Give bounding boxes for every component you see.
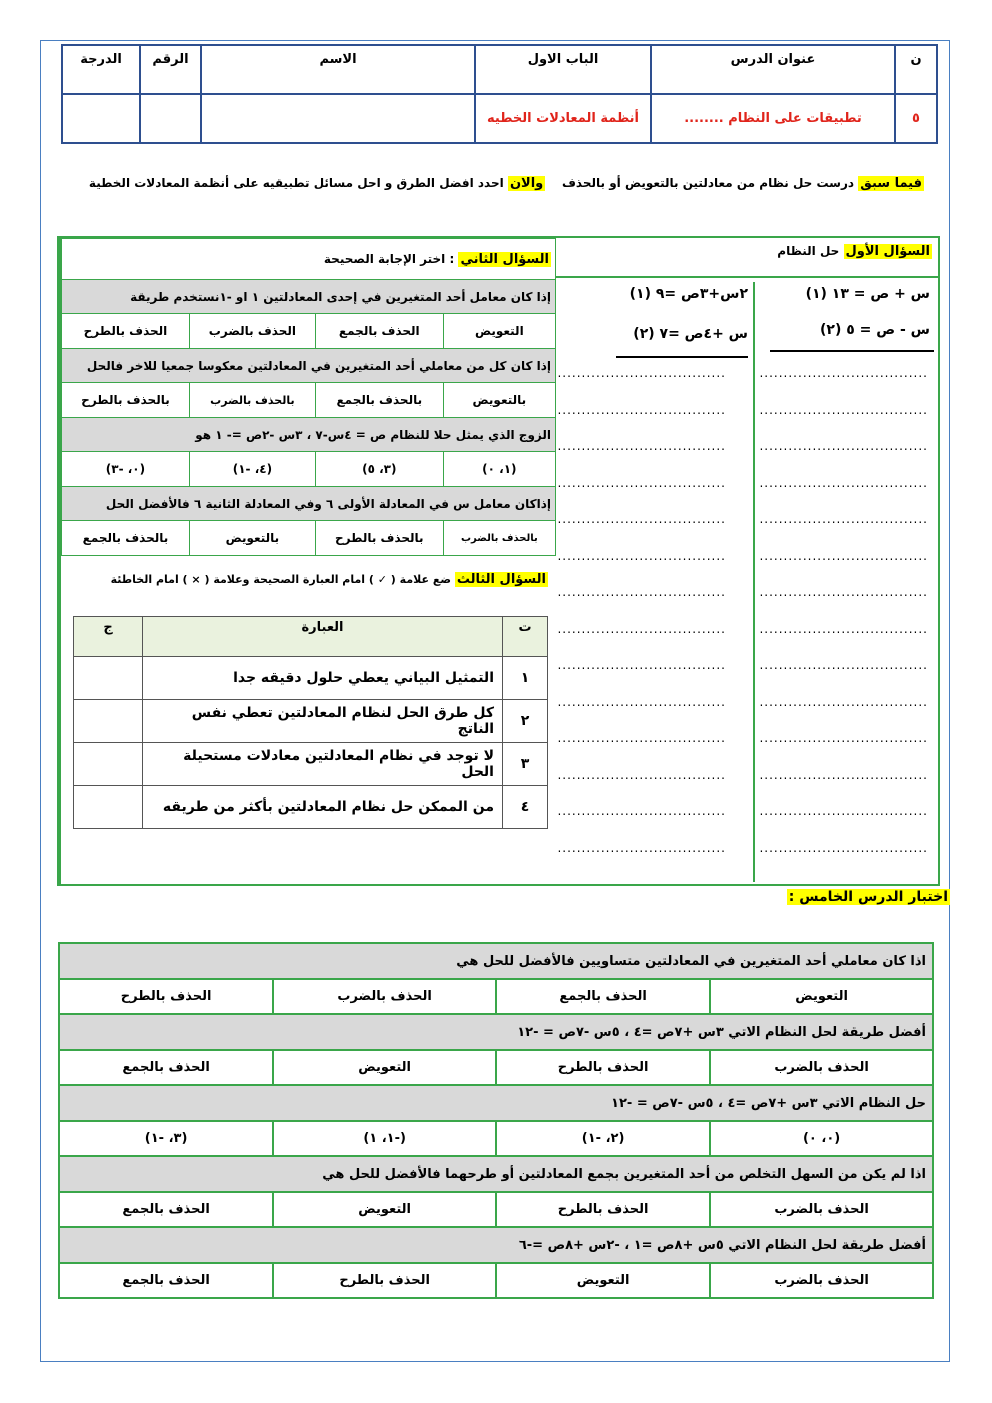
q1-heading <box>777 244 932 259</box>
questions-2-3-panel <box>59 238 556 884</box>
answer-line[interactable]: ................................... <box>759 621 928 636</box>
answer-line[interactable]: ................................... <box>759 366 928 380</box>
header-name: الاسم <box>201 45 475 94</box>
q2-item-3-option-c[interactable]: (٤، -١) <box>189 452 315 487</box>
q2-item-2-option-b[interactable]: بالحذف بالجمع <box>315 383 443 418</box>
q2-item-2: إذا كان كل من معاملي أحد المتغيرين في المعادلتين معكوسا جمعيا للاخر فالحل <box>62 349 556 383</box>
q2-item-4-option-c[interactable]: بالتعويض <box>189 521 315 556</box>
intro-text-now: احدد افضل الطرق و احل مسائل تطبيقيه على أنظمة المعادلات الخطية <box>88 176 504 190</box>
answer-line[interactable]: ................................... <box>557 585 726 599</box>
answer-line[interactable]: ................................... <box>557 512 726 526</box>
answer-line[interactable]: ................................... <box>557 548 726 563</box>
answer-line[interactable]: ................................... <box>759 840 928 855</box>
q3-col-t: ت <box>503 617 548 657</box>
q2-item-4-option-d[interactable]: بالحذف بالجمع <box>62 521 190 556</box>
answer-line[interactable]: ................................... <box>557 402 726 417</box>
intro-label-now: والان <box>509 176 544 191</box>
quiz-item-3-option-c[interactable]: (-١، ١) <box>273 1121 496 1156</box>
quiz-item-2-option-d[interactable]: الحذف بالجمع <box>59 1050 273 1085</box>
q2-item-4-option-a[interactable]: بالحذف بالضرب <box>443 521 555 556</box>
answer-line[interactable]: ................................... <box>759 439 928 453</box>
q2-item-1-option-c[interactable]: الحذف بالضرب <box>189 314 315 349</box>
quiz-item-4-option-b[interactable]: الحذف بالطرح <box>496 1192 710 1227</box>
grade-field[interactable] <box>62 94 140 143</box>
number-field[interactable] <box>140 94 201 143</box>
header-lesson: عنوان الدرس <box>651 45 895 94</box>
answer-line[interactable]: ................................... <box>759 512 928 526</box>
q3-row-2-number: ٢ <box>503 700 548 743</box>
answer-line[interactable]: ................................... <box>759 767 928 782</box>
quiz-item-1-option-d[interactable]: الحذف بالطرح <box>59 979 273 1014</box>
q3-col-statement: العبارة <box>143 617 503 657</box>
answer-line[interactable]: ................................... <box>557 475 726 490</box>
q3-row-3-statement: لا توجد في نظام المعادلتين معادلات مستحيلة الحل <box>143 743 503 786</box>
quiz-item-1-option-b[interactable]: الحذف بالجمع <box>496 979 710 1014</box>
q3-row-1-answer[interactable] <box>74 657 143 700</box>
system2-eq2: س +٤ص =٧ (٢) <box>633 326 748 342</box>
answer-line[interactable]: ................................... <box>557 439 726 453</box>
quiz-item-2-option-a[interactable]: الحذف بالضرب <box>710 1050 933 1085</box>
answer-line[interactable]: ................................... <box>557 658 726 672</box>
answer-line[interactable]: ................................... <box>759 804 928 818</box>
q3-row-2-statement: كل طرق الحل لنظام المعادلتين تعطي نفس الناتج <box>143 700 503 743</box>
answer-line[interactable]: ................................... <box>759 585 928 599</box>
quiz-item-5: أفضل طريقة لحل النظام الاتي ٥س +٨ص =١ ، -٢س +٨ص =-٦ <box>59 1227 933 1263</box>
q2-item-1: إذا كان معامل أحد المتغيرين في إحدى المعادلتين ١ او -١نستخدم طريقة <box>62 280 556 314</box>
system2-underline <box>616 356 748 358</box>
question-3-table <box>73 616 548 829</box>
quiz-item-1-option-a[interactable]: التعويض <box>710 979 933 1014</box>
q2-item-3: الزوج الذي يمثل حلا للنظام ص = ٤س-٧ ، ٣س -٢ص =- ١ هو <box>62 418 556 452</box>
q2-item-3-option-a[interactable]: (١، ٠) <box>443 452 555 487</box>
q3-row-4-number: ٤ <box>503 786 548 829</box>
quiz-item-4-option-a[interactable]: الحذف بالضرب <box>710 1192 933 1227</box>
q3-row-4-answer[interactable] <box>74 786 143 829</box>
q2-item-3-option-b[interactable]: (٣، ٥) <box>315 452 443 487</box>
header-grade: الدرجة <box>62 45 140 94</box>
answer-line[interactable]: ................................... <box>759 548 928 563</box>
q2-heading <box>62 239 556 280</box>
main-section <box>57 236 940 886</box>
quiz-title: اختبار الدرس الخامس : <box>788 889 948 905</box>
question-2-table <box>61 238 556 556</box>
lesson-number: ٥ <box>895 94 937 143</box>
q1-divider <box>753 282 755 882</box>
system1-eq2: س - ص = ٥ (٢) <box>820 322 930 338</box>
intro-line <box>89 176 924 191</box>
system1-underline <box>770 350 934 352</box>
answer-line[interactable]: ................................... <box>759 475 928 490</box>
answer-line[interactable]: ................................... <box>557 621 726 636</box>
quiz-item-4: اذا لم يكن من السهل التخلص من أحد المتغيرين بجمع المعادلتين أو طرحهما فالأفضل للحل هي <box>59 1156 933 1192</box>
quiz-item-3-option-b[interactable]: (٢، -١) <box>496 1121 710 1156</box>
header-n: ن <box>895 45 937 94</box>
answer-line[interactable]: ................................... <box>759 694 928 709</box>
header-chapter: الباب الاول <box>475 45 651 94</box>
header-table <box>61 44 938 144</box>
q2-item-2-option-d[interactable]: بالحذف بالطرح <box>62 383 190 418</box>
q3-heading <box>111 572 548 587</box>
quiz-item-2-option-b[interactable]: الحذف بالطرح <box>496 1050 710 1085</box>
system2-eq1: ٢س+٣ص =٩ (١) <box>629 286 748 302</box>
q2-item-2-option-c[interactable]: بالحذف بالضرب <box>189 383 315 418</box>
answer-line[interactable]: ................................... <box>759 731 928 745</box>
intro-text-before: درست حل نظام من معادلتين بالتعويض أو بالحذف <box>561 176 855 190</box>
q3-row-3-answer[interactable] <box>74 743 143 786</box>
answer-line[interactable]: ................................... <box>557 804 726 818</box>
q2-item-2-option-a[interactable]: بالتعويض <box>443 383 555 418</box>
q1-label: السؤال الأول <box>845 244 930 259</box>
q3-row-1-number: ١ <box>503 657 548 700</box>
quiz-item-5-option-a[interactable]: الحذف بالضرب <box>710 1263 933 1298</box>
answer-line[interactable]: ................................... <box>557 731 726 745</box>
quiz-item-5-option-b[interactable]: التعويض <box>496 1263 710 1298</box>
q2-text: : اختر الإجابة الصحيحة <box>323 251 455 266</box>
q3-col-answer: ج <box>74 617 143 657</box>
q2-item-1-option-a[interactable]: التعويض <box>443 314 555 349</box>
answer-line[interactable]: ................................... <box>557 840 726 855</box>
answer-line[interactable]: ................................... <box>557 366 726 380</box>
q3-row-2-answer[interactable] <box>74 700 143 743</box>
answer-line[interactable]: ................................... <box>557 767 726 782</box>
answer-line[interactable]: ................................... <box>759 402 928 417</box>
chapter-title: أنظمة المعادلات الخطيه <box>475 94 651 143</box>
q2-item-1-option-d[interactable]: الحذف بالطرح <box>62 314 190 349</box>
intro-label-before: فيما سبق <box>860 176 922 191</box>
quiz-item-3-option-d[interactable]: (٣، -١) <box>59 1121 273 1156</box>
q3-label: السؤال الثالث <box>456 572 546 587</box>
q2-item-3-option-d[interactable]: (٠، -٣) <box>62 452 190 487</box>
q2-item-4: إذاكان معامل س في المعادلة الأولى ٦ وفي المعادلة الثانية ٦ فالأفضل الحل <box>62 487 556 521</box>
quiz-item-3-option-a[interactable]: (٠، ٠) <box>710 1121 933 1156</box>
quiz-item-1-option-c[interactable]: الحذف بالضرب <box>273 979 496 1014</box>
quiz-item-4-option-d[interactable]: الحذف بالجمع <box>59 1192 273 1227</box>
answer-line[interactable]: ................................... <box>759 658 928 672</box>
name-field[interactable] <box>201 94 475 143</box>
question-1-panel <box>554 238 938 884</box>
system1-eq1: س + ص = ١٣ (١) <box>805 286 930 302</box>
q2-item-1-option-b[interactable]: الحذف بالجمع <box>315 314 443 349</box>
q2-item-4-option-b[interactable]: بالحذف بالطرح <box>315 521 443 556</box>
answer-line[interactable]: ................................... <box>557 694 726 709</box>
quiz-item-5-option-c[interactable]: الحذف بالطرح <box>273 1263 496 1298</box>
q3-row-1-statement: التمثيل البياني يعطي حلول دقيقه جدا <box>143 657 503 700</box>
quiz-table <box>58 942 934 1299</box>
q3-row-3-number: ٣ <box>503 743 548 786</box>
header-number: الرقم <box>140 45 201 94</box>
q3-row-4-statement: من الممكن حل نظام المعادلتين بأكثر من طريقه <box>143 786 503 829</box>
quiz-item-1: اذا كان معاملي أحد المتغيرين في المعادلتين متساويين فالأفضل للحل هي <box>59 943 933 979</box>
quiz-item-2: أفضل طريقة لحل النظام الاتي ٣س +٧ص =٤ ، ٥س -٧ص = -١٢ <box>59 1014 933 1050</box>
quiz-item-5-option-d[interactable]: الحذف بالجمع <box>59 1263 273 1298</box>
lesson-title: تطبيقات على النظام ........ <box>651 94 895 143</box>
q1-text: حل النظام <box>777 244 840 258</box>
quiz-item-2-option-c[interactable]: التعويض <box>273 1050 496 1085</box>
q3-text: ضع علامة ( ✓ ) امام العبارة الصحيحة وعلامة ( × ) امام الخاطئة <box>110 573 451 586</box>
quiz-item-3: حل النظام الاتي ٣س +٧ص =٤ ، ٥س -٧ص = -١٢ <box>59 1085 933 1121</box>
q2-label: السؤال الثاني <box>460 251 549 267</box>
quiz-item-4-option-c[interactable]: التعويض <box>273 1192 496 1227</box>
